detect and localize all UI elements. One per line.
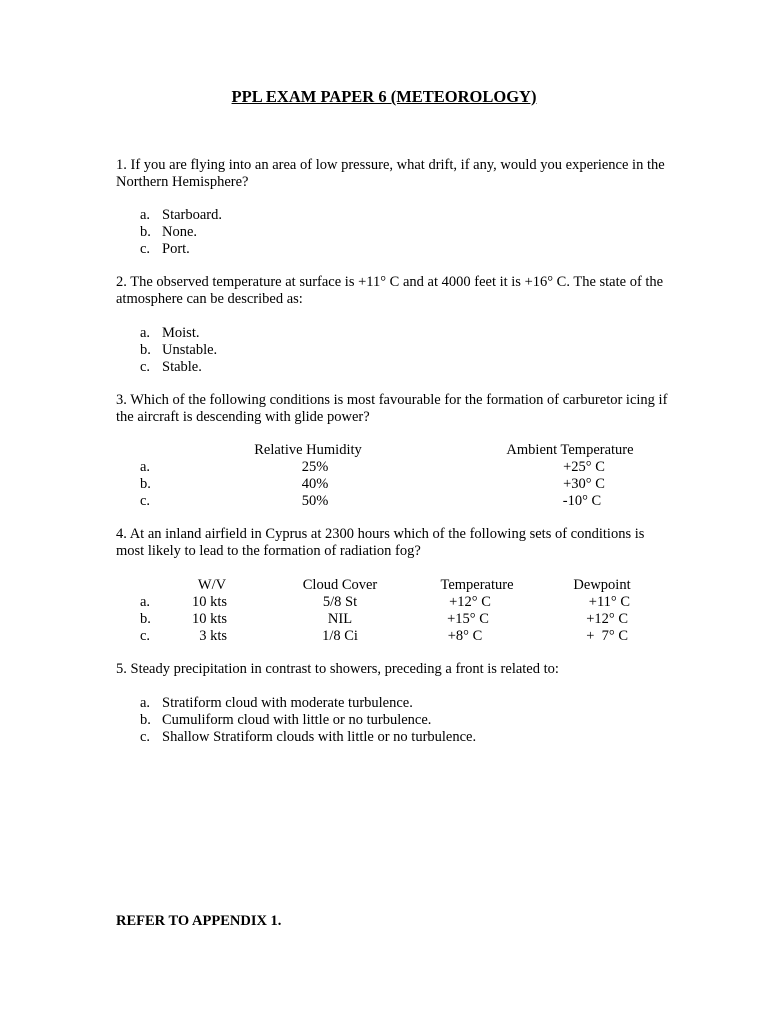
question-2-text: 2. The observed temperature at surface is +11° C and at 4000 feet it is +16° C. The state of the atmosphere can be described as:	[116, 274, 664, 307]
question-1-text: 1. If you are flying into an area of low pressure, what drift, if any, would you experience in the Northern Hemisphere?	[116, 157, 665, 190]
wv-value: 3 kts	[199, 628, 227, 644]
option-letter: b.	[140, 712, 151, 728]
option-text: Stratiform cloud with moderate turbulence.	[162, 695, 413, 711]
row-letter: a.	[140, 459, 151, 475]
temperature-value: +8° C	[447, 628, 483, 644]
row-letter: b.	[140, 611, 151, 627]
option-letter: a.	[140, 207, 151, 223]
option-letter: b.	[140, 342, 151, 358]
option-text: Port.	[162, 241, 190, 257]
header-cloud-cover: Cloud Cover	[302, 577, 378, 593]
temperature-value: +25° C	[563, 459, 605, 475]
option-text: Starboard.	[162, 207, 222, 223]
appendix-reference: REFER TO APPENDIX 1.	[116, 913, 282, 929]
option-letter: b.	[140, 224, 151, 240]
option-letter: c.	[140, 359, 151, 375]
temperature-value: -10° C	[562, 493, 602, 509]
row-letter: c.	[140, 628, 151, 644]
header-temperature: Temperature	[440, 577, 514, 593]
cloud-value: NIL	[327, 611, 353, 627]
header-dewpoint: Dewpoint	[573, 577, 631, 593]
temperature-value: +12° C	[449, 594, 491, 610]
row-letter: c.	[140, 493, 151, 509]
page-title: PPL EXAM PAPER 6 (METEOROLOGY)	[231, 87, 537, 106]
option-letter: a.	[140, 325, 151, 341]
option-text: Stable.	[162, 359, 202, 375]
dewpoint-value: +12° C	[586, 611, 628, 627]
humidity-value: 25%	[301, 459, 329, 475]
question-3-text: 3. Which of the following conditions is most favourable for the formation of carburetor icing if the aircraft is descending with glide power?	[116, 392, 668, 425]
cloud-value: 1/8 Ci	[322, 628, 358, 644]
question-4-text: 4. At an inland airfield in Cyprus at 2300 hours which of the following sets of conditions is most likely to lead to the formation of radiation fog?	[116, 526, 645, 559]
question-5-text: 5. Steady precipitation in contrast to showers, preceding a front is related to:	[116, 661, 559, 677]
option-text: Cumuliform cloud with little or no turbulence.	[162, 712, 432, 728]
dewpoint-value: + 7° C	[586, 628, 628, 644]
header-relative-humidity: Relative Humidity	[254, 442, 362, 458]
option-text: Unstable.	[162, 342, 218, 358]
cloud-value: 5/8 St	[322, 594, 358, 610]
option-letter: a.	[140, 695, 151, 711]
temperature-value: +15° C	[447, 611, 489, 627]
header-ambient-temperature: Ambient Temperature	[506, 442, 634, 458]
wv-value: 10 kts	[191, 611, 227, 627]
row-letter: b.	[140, 476, 151, 492]
option-text: None.	[162, 224, 198, 240]
dewpoint-value: +11° C	[588, 594, 630, 610]
temperature-value: +30° C	[563, 476, 605, 492]
humidity-value: 40%	[301, 476, 329, 492]
option-text: Shallow Stratiform clouds with little or no turbulence.	[162, 729, 477, 745]
wv-value: 10 kts	[191, 594, 227, 610]
option-letter: c.	[140, 241, 151, 257]
option-text: Moist.	[162, 325, 200, 341]
header-wv: W/V	[197, 577, 227, 593]
humidity-value: 50%	[301, 493, 329, 509]
option-letter: c.	[140, 729, 151, 745]
row-letter: a.	[140, 594, 151, 610]
